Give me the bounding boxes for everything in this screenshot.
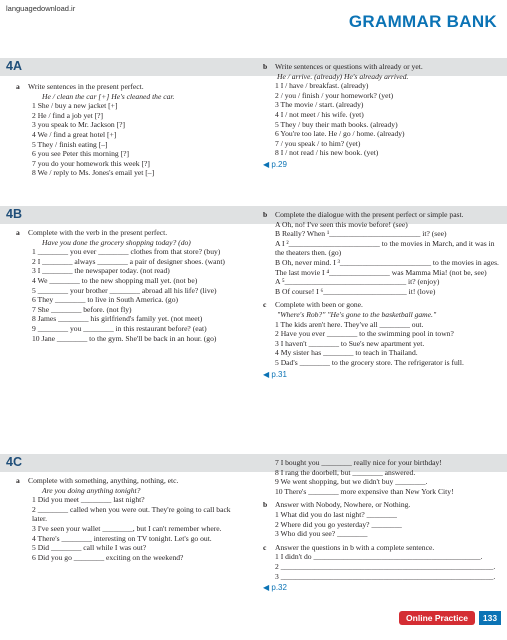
item-line: 2 Where did you go yesterday? ________ bbox=[275, 519, 402, 529]
grammar-bank-title: GRAMMAR BANK bbox=[348, 12, 497, 31]
item-line: 1 The kids aren't here. They've all ________ out. bbox=[275, 319, 424, 329]
item-line: 7 I bought you ________ really nice for your birthday! bbox=[275, 458, 442, 467]
example: He / arrive. (already) He's already arrived. bbox=[277, 71, 409, 81]
exercise-4a-b bbox=[263, 62, 501, 170]
item-line: B Really? When ¹________________________ it? (see) bbox=[275, 229, 447, 239]
example: Are you doing anything tonight? bbox=[42, 485, 141, 495]
item-line: 2 Have you ever ________ to the swimming pool in town? bbox=[275, 329, 454, 339]
item-line: 3 The movie / start. (already) bbox=[275, 100, 364, 110]
page-ref-link[interactable]: ◀ p.32 bbox=[263, 583, 287, 593]
page-ref-link[interactable]: ◀ p.29 bbox=[263, 159, 287, 169]
section-label: 4C bbox=[6, 455, 22, 469]
item-line: 1 What did you do last night? ________ bbox=[275, 509, 397, 519]
item-line: 3 I've seen your wallet ________, but I can't remember where. bbox=[32, 523, 222, 533]
online-practice-button[interactable]: Online Practice bbox=[399, 611, 475, 625]
items bbox=[263, 552, 501, 581]
items bbox=[263, 458, 501, 496]
item-line: 4 My sister has ________ to teach in Thailand. bbox=[275, 348, 418, 358]
item-line: 7 / you speak / to him? (yet) bbox=[275, 138, 361, 148]
item-line: 5 They / finish eating [–] bbox=[32, 139, 108, 149]
item-line: 9 ________ you ________ in this restaurant before? (eat) bbox=[32, 323, 207, 333]
item-line: 3 Who did you see? ________ bbox=[275, 529, 368, 539]
instruction: Answer the questions in b with a complete sentence. bbox=[275, 542, 435, 552]
exercise-4c-a bbox=[16, 476, 244, 562]
item-line: 4 I / not meet / his wife. (yet) bbox=[275, 109, 364, 119]
instruction: Complete with been or gone. bbox=[275, 300, 363, 310]
item-line: 1 Did you meet ________ last night? bbox=[32, 495, 145, 505]
item-line: 3 ________________________________________________________. bbox=[275, 571, 496, 581]
exercise-letter: a bbox=[16, 476, 20, 485]
instruction: Complete the dialogue with the present perfect or simple past. bbox=[275, 210, 464, 219]
item-line: 1 She / buy a new jacket [+] bbox=[32, 101, 118, 111]
items bbox=[263, 81, 501, 158]
instruction: Answer with Nobody, Nowhere, or Nothing. bbox=[275, 500, 411, 510]
items bbox=[263, 510, 501, 539]
item-line: 7 you do your homework this week [?] bbox=[32, 158, 150, 168]
item-line: 2 / you / finish / your homework? (yet) bbox=[275, 90, 394, 100]
item-line: B Of course! I ⁶______________________ it! (love) bbox=[275, 286, 436, 296]
item-line: 5 Did ________ call while I was out? bbox=[32, 543, 147, 553]
item-line: 3 I ________ the newspaper today. (not read) bbox=[32, 266, 170, 276]
exercise-letter: c bbox=[263, 542, 267, 552]
instruction: Write sentences in the present perfect. bbox=[28, 82, 144, 91]
item-line: 3 you speak to Mr. Jackson [?] bbox=[32, 120, 126, 130]
item-line: 6 Did you go ________ exciting on the weekend? bbox=[32, 552, 184, 562]
exercise-4c-right bbox=[263, 458, 501, 593]
item-line: 10 There's ________ more expensive than New York City! bbox=[275, 486, 454, 496]
item-line: 2 ________ called when you were out. They're going to call back later. bbox=[32, 504, 231, 524]
example: Have you done the grocery shopping today? (do) bbox=[42, 237, 191, 247]
dialogue bbox=[263, 220, 501, 297]
exercise-letter: b bbox=[263, 500, 268, 510]
example: He / clean the car [+] He's cleaned the car. bbox=[42, 91, 175, 101]
item-line: 6 You're too late. He / go / home. (already) bbox=[275, 129, 405, 139]
item-line: 2 ________________________________________________________. bbox=[275, 561, 496, 571]
page-ref: p.32 bbox=[271, 583, 287, 593]
exercise-letter: b bbox=[263, 210, 268, 219]
exercise-letter: a bbox=[16, 228, 20, 237]
item-line: 1 ________ you ever ________ clothes from that store? (buy) bbox=[32, 247, 221, 257]
exercise-letter: a bbox=[16, 82, 20, 91]
instruction: Complete with something, anything, nothing, etc. bbox=[28, 476, 179, 485]
item-line: 2 He / find a job yet [?] bbox=[32, 110, 104, 120]
item-line: 8 I / not read / his new book. (yet) bbox=[275, 148, 379, 158]
item-line: 7 She ________ before. (not fly) bbox=[32, 304, 132, 314]
item-line: 5 Dad's ________ to the grocery store. The refrigerator is full. bbox=[275, 357, 464, 367]
item-line: 10 Jane ________ to the gym. She'll be back in an hour. (go) bbox=[32, 333, 217, 343]
items bbox=[16, 101, 244, 178]
item-line: 2 I ________ always ________ a pair of designer shoes. (want) bbox=[32, 256, 225, 266]
item-line: 8 We / reply to Ms. Jones's email yet [–] bbox=[32, 168, 155, 178]
item-line: 8 I rang the doorbell, but ________ answered. bbox=[275, 467, 416, 477]
section-label: 4A bbox=[6, 59, 22, 73]
items bbox=[16, 247, 244, 343]
page-ref: p.31 bbox=[271, 369, 287, 379]
items bbox=[16, 495, 244, 562]
items bbox=[263, 320, 501, 368]
item-line: A ⁵________________________________ it? (enjoy) bbox=[275, 277, 440, 287]
section-label: 4B bbox=[6, 207, 22, 221]
instruction: Write sentences or questions with already or yet. bbox=[275, 62, 423, 71]
item-line: 4 There's ________ interesting on TV tonight. Let's go out. bbox=[32, 533, 212, 543]
item-line: 1 I didn't do ____________________________________________. bbox=[275, 552, 483, 562]
item-line: 9 We went shopping, but we didn't buy ________. bbox=[275, 477, 428, 487]
item-line: A I ²________________________ to the movies in March, and it was in the theaters then. (go) bbox=[275, 238, 495, 258]
item-line: A Oh, no! I've seen this movie before! (see) bbox=[275, 219, 408, 229]
page-ref-link[interactable]: ◀ p.31 bbox=[263, 369, 287, 379]
instruction: Complete with the verb in the present perfect. bbox=[28, 228, 168, 237]
item-line: 6 They ________ to live in South America. (go) bbox=[32, 295, 179, 305]
site-watermark: languagedownload.ir bbox=[6, 4, 76, 13]
exercise-letter: b bbox=[263, 62, 268, 71]
page-ref: p.29 bbox=[271, 159, 287, 169]
exercise-4b-bc bbox=[263, 210, 501, 379]
exercise-letter: c bbox=[263, 300, 267, 310]
item-line: 6 you see Peter this morning [?] bbox=[32, 149, 130, 159]
example: "Where's Rob?" "He's gone to the basketball game." bbox=[277, 309, 437, 319]
item-line: 5 ________ your brother ________ abroad all his life? (live) bbox=[32, 285, 217, 295]
item-line: 3 I haven't ________ to Sue's new apartment yet. bbox=[275, 338, 425, 348]
item-line: 1 I / have / breakfast. (already) bbox=[275, 81, 369, 91]
item-line: 5 They / buy their math books. (already) bbox=[275, 119, 398, 129]
exercise-4a-a bbox=[16, 82, 244, 178]
item-line: B Oh, never mind. I ³________________________ to the movies in ages. The last movie I ⁴________________ was Mamma Mia! (not be, see) bbox=[275, 257, 499, 277]
page-number: 133 bbox=[479, 611, 501, 625]
item-line: 4 We ________ to the new shopping mall yet. (not be) bbox=[32, 275, 198, 285]
item-line: 4 We / find a great hotel [+] bbox=[32, 129, 117, 139]
exercise-4b-a bbox=[16, 228, 244, 343]
item-line: 8 James ________ his girlfriend's family yet. (not meet) bbox=[32, 314, 203, 324]
